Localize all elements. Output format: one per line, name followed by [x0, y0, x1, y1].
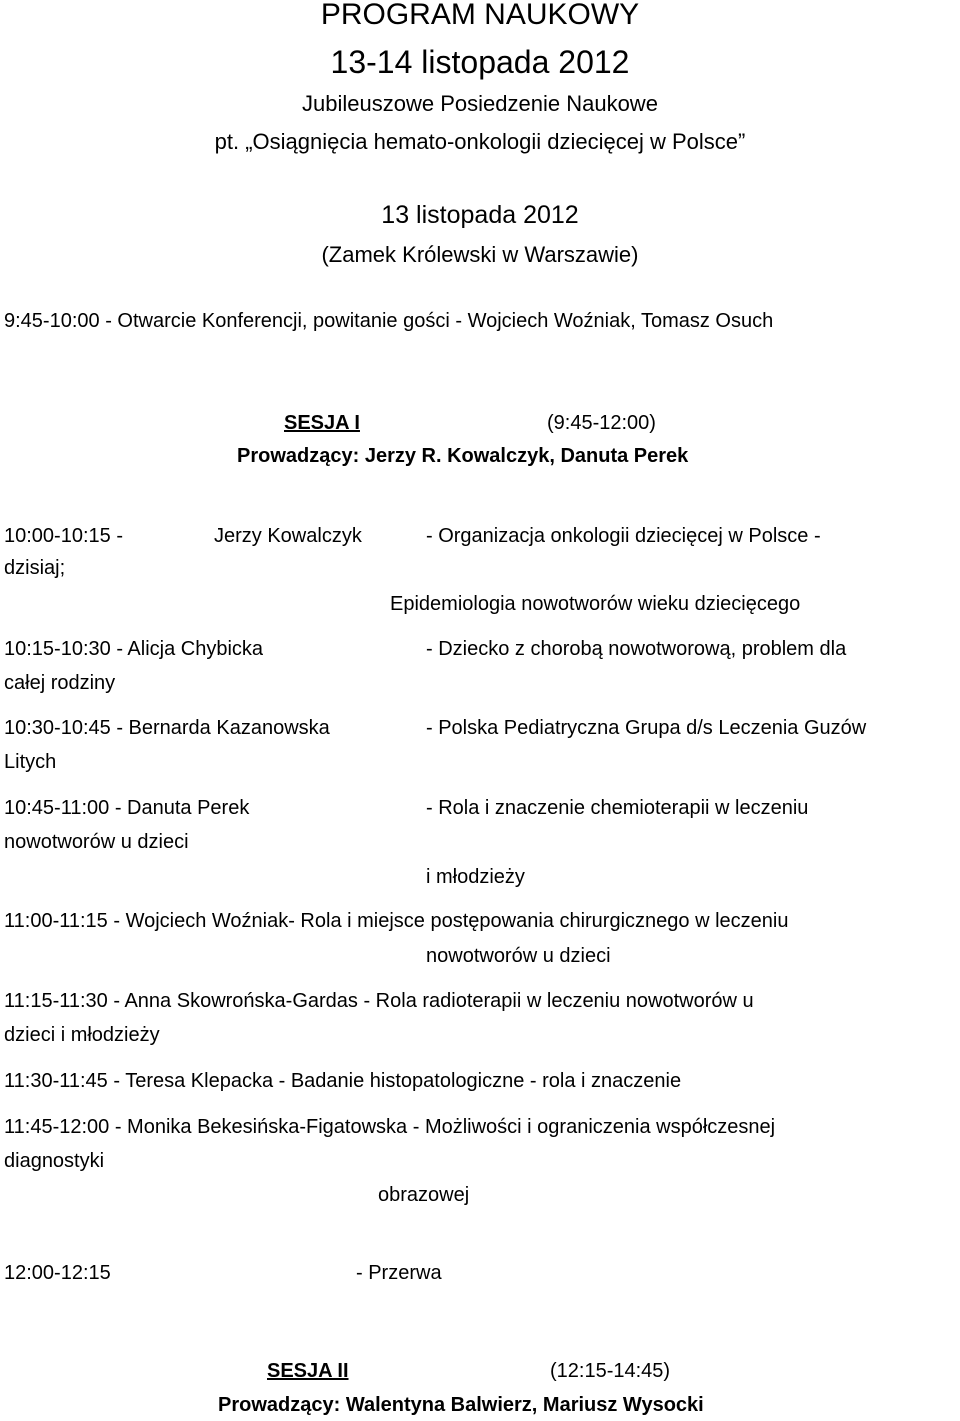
- day-venue: (Zamek Królewski w Warszawie): [321, 242, 639, 267]
- talk1-time: 10:00-10:15 -: [4, 525, 123, 547]
- page-title: PROGRAM NAUKOWY: [320, 0, 640, 31]
- talk3-time-speaker: 10:30-10:45 - Bernarda Kazanowska: [4, 717, 330, 739]
- talk4-title: - Rola i znaczenie chemioterapii w leczeniu: [426, 797, 809, 819]
- talk1-title-cont2: Epidemiologia nowotworów wieku dziecięcego: [390, 593, 801, 615]
- break-time: 12:00-12:15: [4, 1262, 111, 1284]
- session2-time: (12:15-14:45): [550, 1360, 671, 1382]
- event-name: Jubileuszowe Posiedzenie Naukowe: [302, 91, 658, 116]
- opening-line: 9:45-10:00 - Otwarcie Konferencji, powitanie gości - Wojciech Woźniak, Tomasz Osuch: [4, 310, 774, 332]
- event-subtitle: pt. „Osiągnięcia hemato-onkologii dziecięcej w Polsce”: [214, 129, 746, 154]
- talk2-title: - Dziecko z chorobą nowotworową, problem dla: [426, 638, 847, 660]
- talk6-line: 11:15-11:30 - Anna Skowrońska-Gardas - Rola radioterapii w leczeniu nowotworów u: [4, 990, 754, 1012]
- talk2-title-cont: całej rodziny: [4, 672, 116, 694]
- talk2-time-speaker: 10:15-10:30 - Alicja Chybicka: [4, 638, 264, 660]
- break-label: - Przerwa: [356, 1262, 442, 1284]
- session1-chairs: Prowadzący: Jerzy R. Kowalczyk, Danuta Perek: [237, 445, 689, 467]
- talk5-title-cont: nowotworów u dzieci: [426, 945, 611, 967]
- session2-label: SESJA II: [267, 1360, 349, 1382]
- talk4-time-speaker: 10:45-11:00 - Danuta Perek: [4, 797, 250, 819]
- talk5-line: 11:00-11:15 - Wojciech Woźniak- Rola i miejsce postępowania chirurgicznego w leczeniu: [4, 910, 789, 932]
- talk8-title-cont: diagnostyki: [4, 1150, 105, 1172]
- talk7-line: 11:30-11:45 - Teresa Klepacka - Badanie histopatologiczne - rola i znaczenie: [4, 1070, 682, 1092]
- session2-chairs: Prowadzący: Walentyna Balwierz, Mariusz Wysocki: [218, 1394, 704, 1416]
- talk1-speaker: Jerzy Kowalczyk: [214, 525, 362, 547]
- talk4-title-cont: nowotworów u dzieci: [4, 831, 189, 853]
- talk4-title-cont2: i młodzieży: [426, 866, 525, 888]
- talk8-line: 11:45-12:00 - Monika Bekesińska-Figatowska - Możliwości i ograniczenia współczesnej: [4, 1116, 776, 1138]
- session1-time: (9:45-12:00): [547, 412, 656, 434]
- talk8-title-cont2: obrazowej: [378, 1184, 470, 1206]
- conference-dates: 13-14 listopada 2012: [330, 44, 630, 80]
- talk3-title-cont: Litych: [4, 751, 57, 773]
- talk6-title-cont: dzieci i młodzieży: [4, 1024, 160, 1046]
- talk3-title: - Polska Pediatryczna Grupa d/s Leczenia Guzów: [426, 717, 867, 739]
- day-date: 13 listopada 2012: [381, 201, 579, 229]
- session1-label: SESJA I: [284, 412, 360, 434]
- talk1-title-cont: dzisiaj;: [4, 557, 66, 579]
- talk1-title: - Organizacja onkologii dziecięcej w Polsce -: [426, 525, 821, 547]
